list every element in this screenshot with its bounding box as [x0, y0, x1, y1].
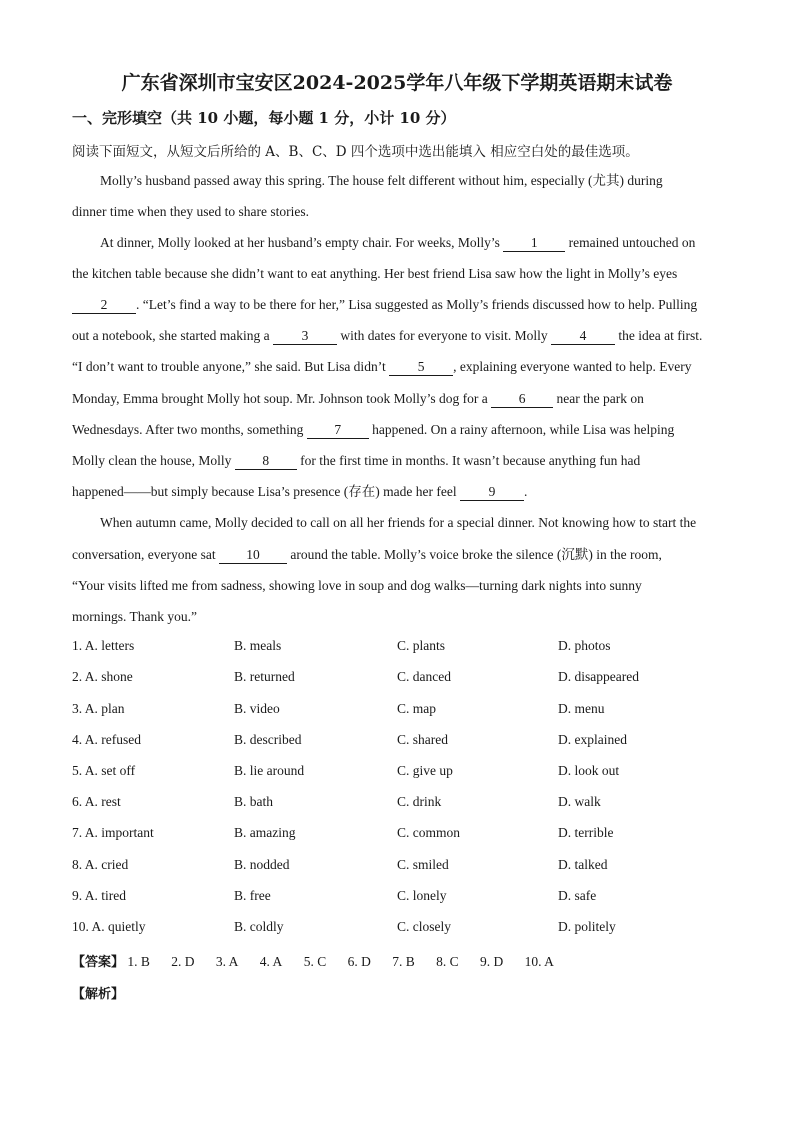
question-options-row [0, 669, 794, 689]
blank-3[interactable]: 3 [273, 328, 337, 345]
option-a[interactable]: 9. A. tired [72, 888, 126, 903]
answer-item: 9. D [479, 954, 504, 969]
option-c[interactable]: C. map [397, 701, 436, 716]
question-options-row [0, 763, 794, 783]
answer-item: 2. D [171, 954, 195, 969]
passage-text: mornings. Thank you.” [72, 609, 197, 624]
option-a[interactable]: 6. A. rest [72, 794, 121, 809]
option-b[interactable]: B. free [234, 888, 271, 903]
option-a[interactable]: 7. A. important [72, 825, 154, 840]
option-d[interactable]: D. look out [558, 763, 620, 778]
option-a[interactable]: 2. A. shone [72, 669, 133, 684]
passage-text: . “Let’s find a way to be there for her,” Lisa suggested as Molly’s friends discussed how to help. Pulling [136, 297, 698, 312]
passage-line [72, 295, 697, 315]
option-c[interactable]: C. common [397, 825, 460, 840]
option-d[interactable]: D. menu [558, 701, 605, 716]
passage-line [72, 482, 527, 502]
option-d[interactable]: D. safe [558, 888, 597, 903]
passage-line [100, 513, 696, 533]
option-c[interactable]: C. closely [397, 919, 451, 934]
question-options-row [0, 857, 794, 877]
answer-label: 【答案】 [72, 955, 125, 970]
answer-key [72, 951, 572, 970]
option-c[interactable]: C. shared [397, 732, 448, 747]
answer-item: 3. A [215, 954, 239, 969]
option-d[interactable]: D. talked [558, 857, 608, 872]
blank-10[interactable]: 10 [219, 547, 287, 564]
option-b[interactable]: B. meals [234, 638, 282, 653]
passage-line [72, 357, 692, 377]
passage-line [72, 607, 197, 627]
question-options-row [0, 919, 794, 939]
instruction-text: 阅读下面短文，从短文后所给的 A、B、C、D 四个选项中选出能填入 相应空白处的最佳选项。 [72, 144, 639, 160]
option-c[interactable]: C. give up [397, 763, 453, 778]
passage-text: with dates for everyone to visit. Molly [336, 328, 552, 343]
option-a[interactable]: 4. A. refused [72, 732, 141, 747]
blank-9[interactable]: 9 [460, 484, 524, 501]
answer-item: 1. B [127, 954, 150, 969]
option-a[interactable]: 10. A. quietly [72, 919, 146, 934]
option-b[interactable]: B. described [234, 732, 302, 747]
option-b[interactable]: B. returned [234, 669, 295, 684]
passage-text: happened——but simply because Lisa’s presence (存在) made her feel [72, 484, 460, 499]
passage-line [72, 389, 644, 409]
question-options-row [0, 732, 794, 752]
passage-line [72, 451, 640, 471]
option-d[interactable]: D. politely [558, 919, 616, 934]
passage-line [100, 171, 663, 191]
blank-2[interactable]: 2 [72, 297, 136, 314]
question-options-row [0, 888, 794, 908]
passage-text: conversation, everyone sat [72, 547, 219, 562]
option-b[interactable]: B. video [234, 701, 280, 716]
option-c[interactable]: C. smiled [397, 857, 449, 872]
option-b[interactable]: B. bath [234, 794, 273, 809]
passage-line [72, 420, 674, 440]
section-heading: 一、完形填空（共 10 小题，每小题 1 分，小计 10 分） [72, 109, 456, 127]
blank-4[interactable]: 4 [551, 328, 615, 345]
option-d[interactable]: D. terrible [558, 825, 614, 840]
option-b[interactable]: B. lie around [234, 763, 305, 778]
passage-line [72, 576, 642, 596]
answer-item: 5. C [303, 954, 327, 969]
passage-text: for the first time in months. It wasn’t because anything fun had [296, 453, 641, 468]
option-c[interactable]: C. plants [397, 638, 446, 653]
passage-text: At dinner, Molly looked at her husband’s empty chair. For weeks, Molly’s [100, 235, 504, 250]
passage-text: Molly clean the house, Molly [72, 453, 235, 468]
passage-line [72, 326, 702, 346]
option-d[interactable]: D. photos [558, 638, 611, 653]
answer-item: 8. C [436, 954, 459, 969]
option-a[interactable]: 5. A. set off [72, 763, 136, 778]
answer-item: 6. D [347, 954, 371, 969]
passage-text: Monday, Emma brought Molly hot soup. Mr. Johnson took Molly’s dog for a [72, 391, 492, 406]
answer-item: 4. A [259, 954, 283, 969]
blank-7[interactable]: 7 [307, 422, 369, 439]
question-options-row [0, 638, 794, 658]
question-options-row [0, 825, 794, 845]
passage-text: happened. On a rainy afternoon, while Lisa was helping [368, 422, 675, 437]
blank-6[interactable]: 6 [491, 391, 553, 408]
option-d[interactable]: D. walk [558, 794, 601, 809]
option-c[interactable]: C. lonely [397, 888, 447, 903]
blank-1[interactable]: 1 [503, 235, 565, 252]
option-d[interactable]: D. explained [558, 732, 627, 747]
passage-text: “Your visits lifted me from sadness, showing love in soup and dog walks—turning dark nights into sunny [72, 578, 642, 593]
option-c[interactable]: C. danced [397, 669, 451, 684]
analysis-label: 【解析】 [72, 987, 125, 1002]
passage-line [100, 233, 695, 253]
question-options-row [0, 701, 794, 721]
passage-text: near the park on [553, 391, 644, 406]
passage-line [72, 202, 309, 222]
passage-text: out a notebook, she started making a [72, 328, 273, 343]
option-b[interactable]: B. nodded [234, 857, 290, 872]
passage-text: , explaining everyone wanted to help. Every [453, 359, 692, 374]
option-b[interactable]: B. coldly [234, 919, 284, 934]
passage-text: Wednesdays. After two months, something [72, 422, 307, 437]
page-title: 广东省深圳市宝安区2024-2025学年八年级下学期英语期末试卷 [121, 72, 673, 94]
passage-text: the idea at first. [615, 328, 703, 343]
blank-5[interactable]: 5 [389, 359, 453, 376]
passage-text: around the table. Molly’s voice broke the silence (沉默) in the room, [286, 547, 662, 562]
passage-line [72, 264, 677, 284]
answer-item: 10. A [524, 954, 554, 969]
passage-line [72, 545, 662, 565]
option-b[interactable]: B. amazing [234, 825, 296, 840]
option-d[interactable]: D. disappeared [558, 669, 639, 684]
passage-text: . [524, 484, 528, 499]
option-a[interactable]: 3. A. plan [72, 701, 125, 716]
passage-text: Molly’s husband passed away this spring. The house felt different without him, especially (尤其) during [100, 173, 663, 188]
passage-text: remained untouched on [565, 235, 696, 250]
question-options-row [0, 794, 794, 814]
option-a[interactable]: 1. A. letters [72, 638, 135, 653]
blank-8[interactable]: 8 [235, 453, 297, 470]
passage-text: “I don’t want to trouble anyone,” she said. But Lisa didn’t [72, 359, 390, 374]
passage-text: the kitchen table because she didn’t want to eat anything. Her best friend Lisa saw how the light in Molly’s eyes [72, 266, 678, 281]
passage-text: When autumn came, Molly decided to call on all her friends for a special dinner. Not knowing how to start the [100, 515, 697, 530]
option-c[interactable]: C. drink [397, 794, 442, 809]
option-a[interactable]: 8. A. cried [72, 857, 129, 872]
passage-text: dinner time when they used to share stories. [72, 204, 309, 219]
answer-item: 7. B [392, 954, 415, 969]
